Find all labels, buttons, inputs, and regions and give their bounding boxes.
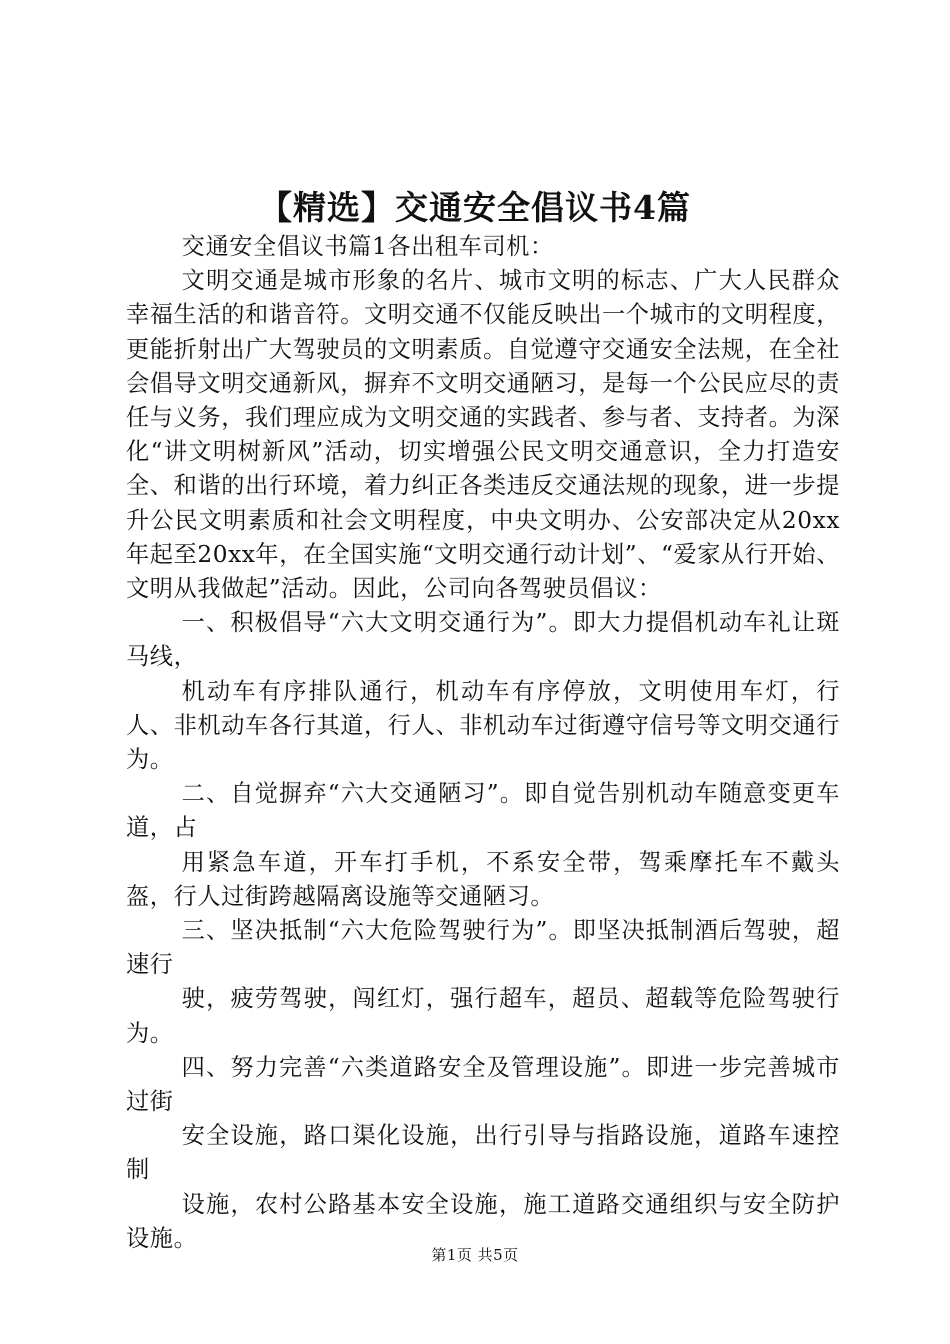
paragraph-item-3-body: 驶，疲劳驾驶，闯红灯，强行超车，超员、超载等危险驾驶行为。 [126, 985, 840, 1047]
page-footer: 第1页 共5页 [431, 1246, 519, 1264]
paragraph-item-1-body: 机动车有序排队通行，机动车有序停放，文明使用车灯，行人、非机动车各行其道，行人、非机动车过街遵守信号等文明交通行为。 [126, 677, 840, 774]
paragraph-item-3-heading: 三、坚决抵制“六大危险驾驶行为”。即坚决抵制酒后驾驶，超速行 [126, 917, 840, 979]
paragraph-item-2-heading: 二、自觉摒弃“六大交通陋习”。即自觉告别机动车随意变更车道，占 [126, 780, 840, 842]
document-body [126, 230, 840, 1256]
document-title: 【精选】交通安全倡议书4篇 [259, 188, 691, 227]
paragraph-item-2-body: 用紧急车道，开车打手机，不系安全带，驾乘摩托车不戴头盔，行人过街跨越隔离设施等交通陋习。 [126, 848, 840, 910]
paragraph-item-4-body-1: 安全设施，路口渠化设施，出行引导与指路设施，道路车速控制 [126, 1122, 840, 1184]
paragraph-intro: 文明交通是城市形象的名片、城市文明的标志、广大人民群众幸福生活的和谐音符。文明交通不仅能反映出一个城市的文明程度，更能折射出广大驾驶员的文明素质。自觉遵守交通安全法规，在全社会倡导文明交通新风，摒弃不文明交通陋习，是每一个公民应尽的责任与义务，我们理应成为文明交通的实践者、参与者、支持者。为深化“讲文明树新风”活动，切实增强公民文明交通意识，全力打造安全、和谐的出行环境，着力纠正各类违反交通法规的现象，进一步提升公民文明素质和社会文明程度，中央文明办、公安部决定从20xx年起至20xx年，在全国实施“文明交通行动计划”、“爱家从行开始、文明从我做起”活动。因此，公司向各驾驶员倡议： [126, 267, 840, 603]
paragraph-item-4-body-2: 设施，农村公路基本安全设施，施工道路交通组织与安全防护设施。 [126, 1190, 840, 1252]
paragraph-salutation: 交通安全倡议书篇1各出租车司机： [181, 233, 554, 260]
paragraph-item-4-heading: 四、努力完善“六类道路安全及管理设施”。即进一步完善城市过街 [126, 1053, 840, 1116]
paragraph-item-1-heading: 一、积极倡导“六大文明交通行为”。即大力提倡机动车礼让斑马线， [126, 609, 840, 671]
